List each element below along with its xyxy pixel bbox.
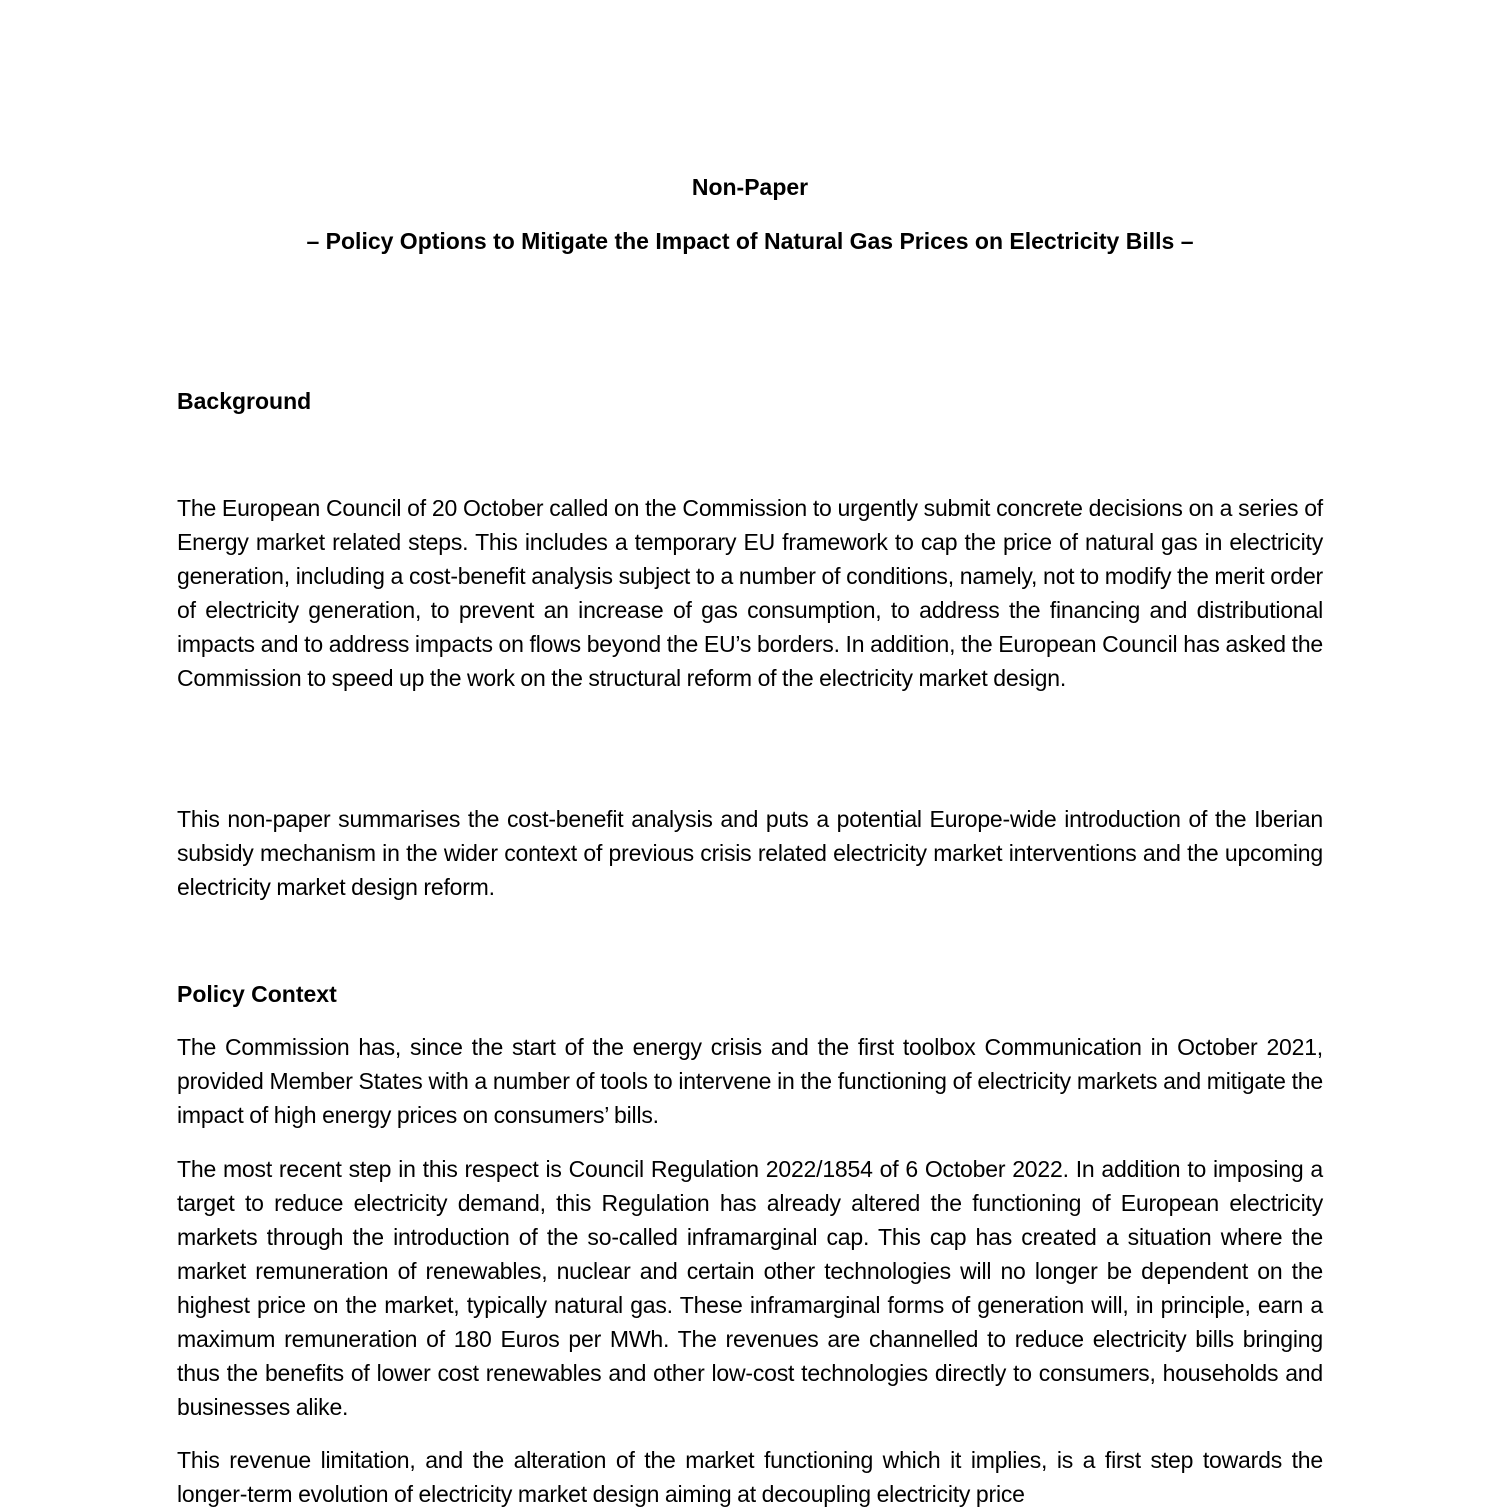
document-page — [177, 0, 1323, 1507]
document-title: Non-Paper — [691, 174, 809, 200]
document-subtitle: – Policy Options to Mitigate the Impact of Natural Gas Prices on Electricity Bills – — [306, 228, 1194, 254]
section-heading-background: Background — [177, 388, 312, 414]
background-paragraph-1: The European Council of 20 October called on the Commission to urgently submit concrete decisions on a series of Energy market related steps. This includes a temporary EU framework to cap the price of natural gas in electricity generation, including a cost-benefit analysis subject to a number of conditions, namely, not to modify the merit order of electricity generation, to prevent an increase of gas consumption, to address the financing and distributional impacts and to address impacts on flows beyond the EU’s borders. In addition, the European Council has asked the Commission to speed up the work on the structural reform of the electricity market design. — [177, 495, 1323, 691]
section-heading-policy-context: Policy Context — [177, 981, 337, 1007]
policy-context-paragraph-1: The Commission has, since the start of the energy crisis and the first toolbox Communication in October 2021, provided Member States with a number of tools to intervene in the functioning of electricity markets and mitigate the impact of high energy prices on consumers’ bills. — [177, 1034, 1323, 1128]
policy-context-paragraph-3: This revenue limitation, and the alteration of the market functioning which it implies, is a first step towards the longer-term evolution of electricity market design aiming at decoupling electricity price — [177, 1447, 1323, 1507]
policy-context-paragraph-2: The most recent step in this respect is Council Regulation 2022/1854 of 6 October 2022. In addition to imposing a target to reduce electricity demand, this Regulation has already altered the functioning of European electricity markets through the introduction of the so-called inframarginal cap. This cap has created a situation where the market remuneration of renewables, nuclear and certain other technologies will no longer be dependent on the highest price on the market, typically natural gas. These inframarginal forms of generation will, in principle, earn a maximum remuneration of 180 Euros per MWh. The revenues are channelled to reduce electricity bills bringing thus the benefits of lower cost renewables and other low-cost technologies directly to consumers, households and businesses alike. — [177, 1156, 1323, 1420]
background-paragraph-2: This non-paper summarises the cost-benefit analysis and puts a potential Europe-wide introduction of the Iberian subsidy mechanism in the wider context of previous crisis related electricity market interventions and the upcoming electricity market design reform. — [177, 806, 1323, 900]
